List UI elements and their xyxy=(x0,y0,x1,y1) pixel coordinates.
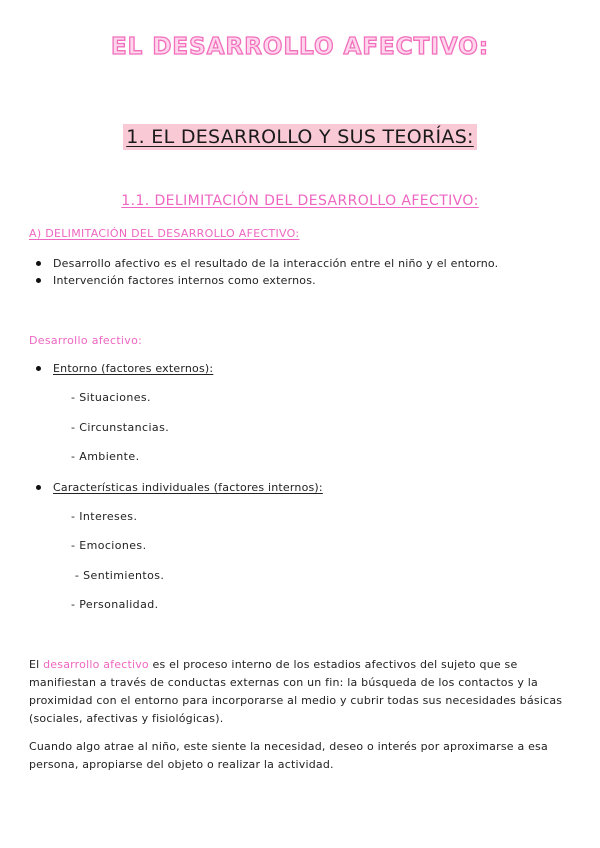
caracteristicas-item: - Personalidad. xyxy=(71,598,159,611)
main-title: EL DESARROLLO AFECTIVO: xyxy=(110,34,490,60)
subsection-title: 1.1. DELIMITACIÓN DEL DESARROLLO AFECTIVO: xyxy=(121,193,479,209)
caracteristicas-label: Características individuales (factores internos): xyxy=(53,481,323,494)
paragraph-definition xyxy=(29,656,575,728)
paragraph-attraction: Cuando algo atrae al niño, este siente la necesidad, deseo o interés por aproximarse a esa persona, apropiarse del objeto o realizar la actividad. xyxy=(29,740,548,771)
section-title: 1. EL DESARROLLO Y SUS TEORÍAS: xyxy=(123,124,477,150)
intro-bullet-list xyxy=(36,255,498,289)
bullet-item: Desarrollo afectivo es el resultado de la interacción entre el niño y el entorno. xyxy=(36,255,498,272)
caracteristicas-bullet-list xyxy=(36,479,323,496)
entorno-item: - Situaciones. xyxy=(71,391,151,404)
entorno-item: - Circunstancias. xyxy=(71,421,170,434)
paragraph-rest: es el proceso interno de los estadios afectivos del sujeto que se manifiestan a través de conductas externas con un fin: la búsqueda de los contactos y la proximidad con el entorno para incorporarse al medio y cubrir todas sus necesidades básicas (sociales, afectivas y fisiológicas). xyxy=(29,658,563,725)
entorno-label: Entorno (factores externos): xyxy=(53,362,214,375)
paragraph-prefix: El xyxy=(29,658,44,671)
entorno-bullet-list xyxy=(36,360,213,377)
highlight-term: desarrollo afectivo xyxy=(43,658,149,671)
bullet-item: Intervención factores internos como externos. xyxy=(36,272,498,289)
section-title-wrapper xyxy=(0,124,600,150)
sub-heading: A) DELIMITACIÓN DEL DESARROLLO AFECTIVO: xyxy=(29,227,300,240)
caracteristicas-item: - Intereses. xyxy=(71,510,138,523)
caracteristicas-item: - Emociones. xyxy=(71,539,147,552)
bullet-item xyxy=(36,479,323,496)
bullet-item xyxy=(36,360,213,377)
desarrollo-label: Desarrollo afectivo: xyxy=(29,334,143,347)
entorno-item: - Ambiente. xyxy=(71,450,140,463)
caracteristicas-item: - Sentimientos. xyxy=(71,569,165,582)
